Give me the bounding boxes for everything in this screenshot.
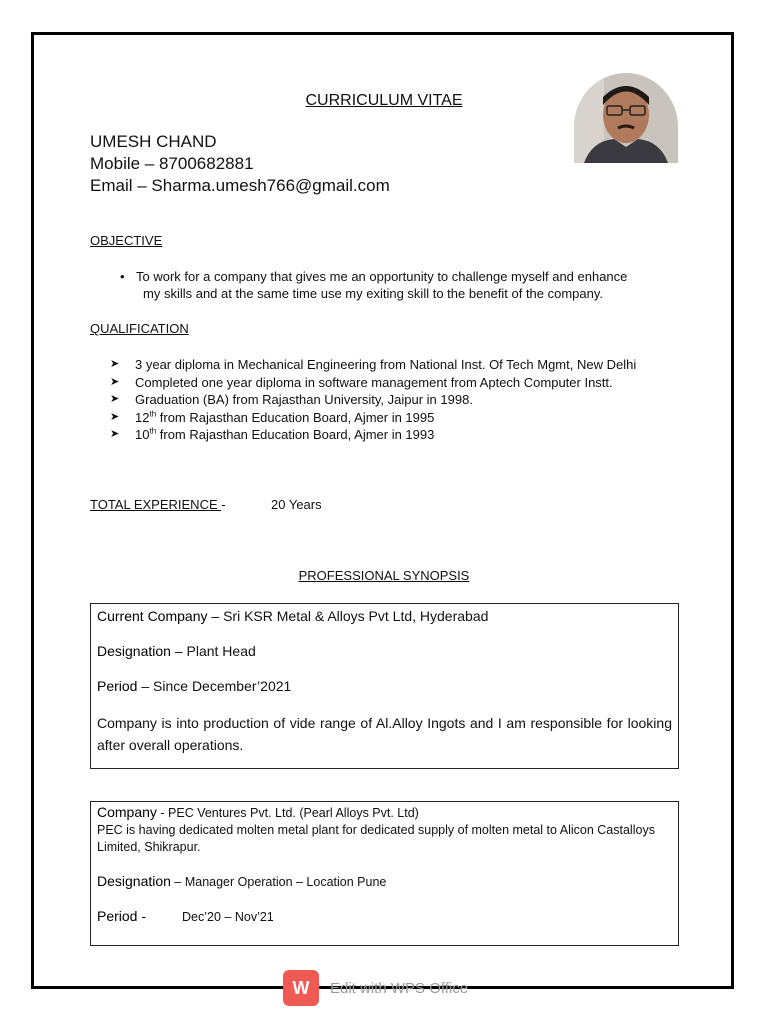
designation-label: Designation [97,643,171,659]
qualification-text-main: Completed one year diploma in software management from Aptech Computer Instt. [135,374,613,390]
contact-block [90,131,390,197]
total-experience [90,497,322,512]
objective-heading: OBJECTIVE [90,233,163,248]
experience-value: 20 Years [271,497,322,512]
qualification-text [135,409,434,427]
designation-line [97,642,672,660]
period-line [97,908,672,926]
company-line [97,804,672,822]
qualification-text [135,426,434,444]
objective-line-2: my skills and at the same time use my exiting skill to the benefit of the company. [143,286,604,301]
document-title: CURRICULUM VITAE [305,92,463,109]
bullet-icon: • [120,269,125,284]
current-job-box [90,603,679,769]
period-value: – Since December’2021 [137,678,292,694]
period-label: Period - [97,908,147,924]
qualification-text [135,356,636,374]
designation-label: Designation [97,873,171,889]
arrow-bullet-icon: ➤ [110,358,120,370]
company-label: Current Company [97,608,208,624]
company-description: Company is into production of vide range of Al.Alloy Ingots and I am responsible for looking after overall operations. [97,715,672,753]
designation-value: – Plant Head [170,643,256,659]
qualification-text-main: Graduation (BA) from Rajasthan University, Jaipur in 1998. [135,392,473,407]
designation-value: – Manager Operation – Location Pune [170,875,387,889]
objective-item [120,268,680,302]
ordinal-suffix: th [149,409,157,419]
experience-label: TOTAL EXPERIENCE [90,497,222,512]
qualification-list [110,356,636,444]
qualification-heading: QUALIFICATION [90,321,189,336]
arrow-bullet-icon: ➤ [110,393,120,405]
candidate-name: UMESH CHAND [90,132,217,151]
ordinal-suffix: th [149,426,157,436]
wps-watermark[interactable] [283,970,468,1006]
company-description: PEC is having dedicated molten metal plant for dedicated supply of molten metal to Alicon Castalloys Limited, Shikrapur. [97,823,655,854]
experience-dash: - [221,497,226,512]
mobile-number: Mobile – 8700682881 [90,154,254,173]
company-value: - PEC Ventures Pvt. Ltd. (Pearl Alloys Pvt. Ltd) [156,806,419,820]
qualification-text-main: 3 year diploma in Mechanical Engineering from National Inst. Of Tech Mgmt, New Delhi [135,357,637,372]
objective-line-1: To work for a company that gives me an opportunity to challenge myself and enhance [136,269,628,284]
qualification-text-rest: from Rajasthan Education Board, Ajmer in 1995 [156,409,435,425]
qualification-text-main: 10 [135,427,150,442]
arrow-bullet-icon: ➤ [110,428,120,440]
qualification-item [110,409,636,427]
qualification-text-main: 12 [135,409,150,425]
designation-line [97,873,672,891]
previous-job-box [90,801,679,946]
email-address: Email – Sharma.umesh766@gmail.com [90,176,390,195]
qualification-item [110,374,636,392]
qualification-item [110,391,636,409]
wps-watermark-text: Edit with WPS Office [330,979,469,997]
company-label: Company [97,804,157,820]
period-value: Dec’20 – Nov’21 [182,910,274,924]
qualification-text-rest: from Rajasthan Education Board, Ajmer in 1993 [156,427,435,442]
period-line [97,677,672,695]
current-company-line [97,607,672,625]
qualification-text [135,391,473,409]
professional-synopsis-heading: PROFESSIONAL SYNOPSIS [298,568,470,583]
arrow-bullet-icon: ➤ [110,410,120,423]
qualification-text [135,374,613,392]
company-value: – Sri KSR Metal & Alloys Pvt Ltd, Hyderabad [207,608,489,624]
qualification-item [110,426,636,444]
wps-logo-icon: W [283,970,319,1006]
qualification-item [110,356,636,374]
period-label: Period [97,678,138,694]
arrow-bullet-icon: ➤ [110,375,120,388]
